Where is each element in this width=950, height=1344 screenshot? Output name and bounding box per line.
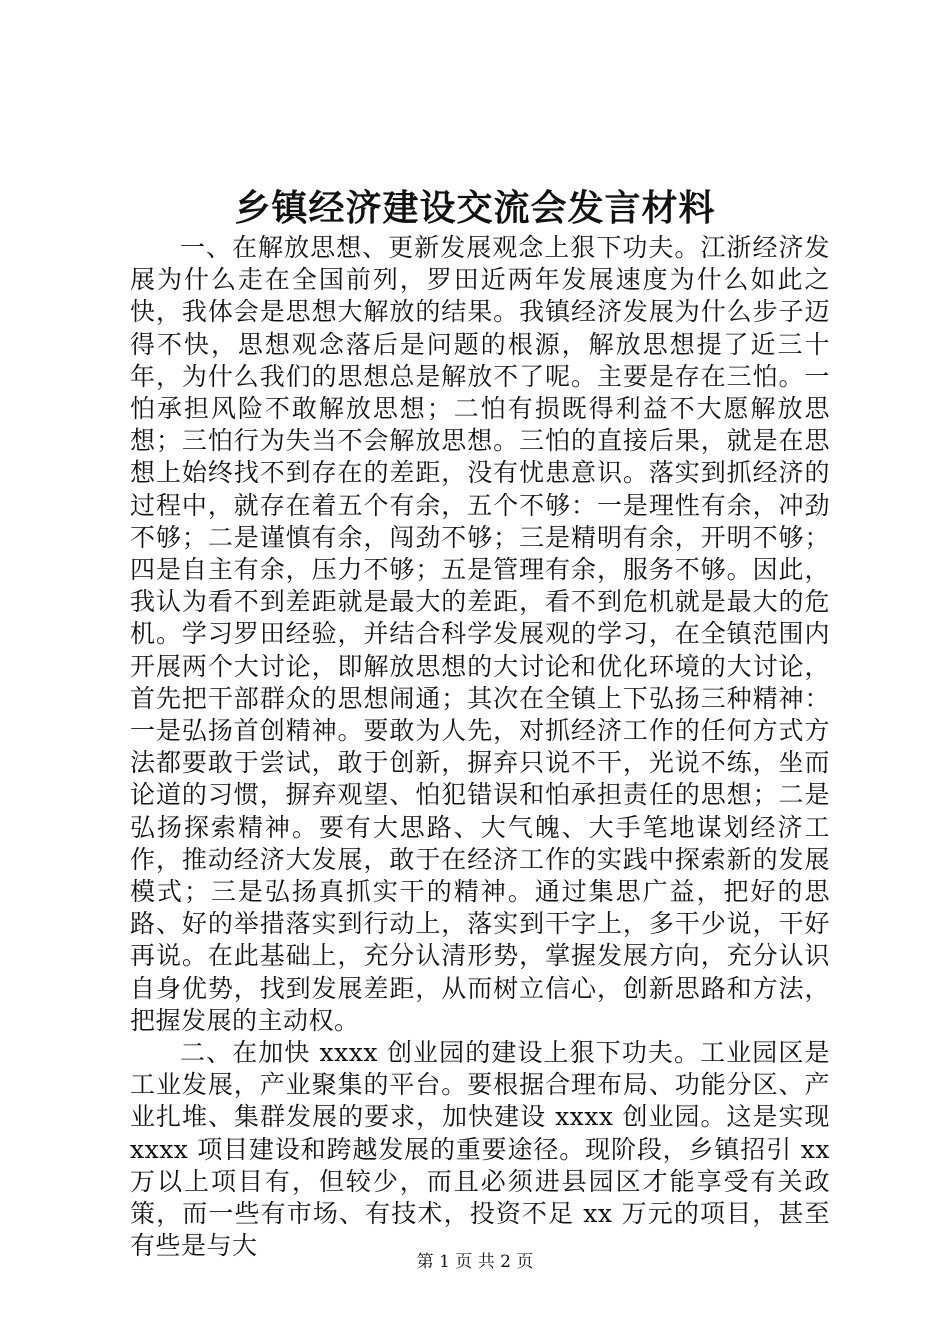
- document-body: [130, 232, 830, 1263]
- paragraph-1: 一、在解放思想、更新发展观念上狠下功夫。江浙经济发展为什么走在全国前列，罗田近两年发展速度为什么如此之快，我体会是思想大解放的结果。我镇经济发展为什么步子迈得不快，思想观念落后是问题的根源，解放思想提了近三十年，为什么我们的思想总是解放不了呢。主要是存在三怕。一怕承担风险不敢解放思想；二怕有损既得利益不大愿解放思想；三怕行为失当不会解放思想。三怕的直接后果，就是在思想上始终找不到存在的差距，没有忧患意识。落实到抓经济的过程中，就存在着五个有余，五个不够：一是理性有余，冲劲不够；二是谨慎有余，闯劲不够；三是精明有余，开明不够；四是自主有余，压力不够；五是管理有余，服务不够。因此，我认为看不到差距就是最大的差距，看不到危机就是最大的危机。学习罗田经验，并结合科学发展观的学习，在全镇范围内开展两个大讨论，即解放思想的大讨论和优化环境的大讨论，首先把干部群众的思想闹通；其次在全镇上下弘扬三种精神：一是弘扬首创精神。要敢为人先，对抓经济工作的任何方式方法都要敢于尝试，敢于创新，摒弃只说不干，光说不练，坐而论道的习惯，摒弃观望、怕犯错误和怕承担责任的思想；二是弘扬探索精神。要有大思路、大气魄、大手笔地谋划经济工作，推动经济大发展，敢于在经济工作的实践中探索新的发展模式；三是弘扬真抓实干的精神。通过集思广益，把好的思路、好的举措落实到行动上，落实到干字上，多干少说，干好再说。在此基础上，充分认清形势，掌握发展方向，充分认识自身优势，找到发展差距，从而树立信心，创新思路和方法，把握发展的主动权。: [130, 233, 830, 1035]
- document-title: 乡镇经济建设交流会发言材料: [234, 187, 716, 229]
- page-footer: 第 1 页 共 2 页: [416, 1252, 534, 1272]
- paragraph-2: 二、在加快 xxxx 创业园的建设上狠下功夫。工业园区是工业发展，产业聚集的平台。要根据合理布局、功能分区、产业扎堆、集群发展的要求，加快建设 xxxx 创业园。这是实现 xxxx 项目建设和跨越发展的重要途径。现阶段，乡镇招引 xx 万以上项目有，但较少，而且必须进县园区才能享受有关政策，而一些有市场、有技术，投资不足 xx 万元的项目，甚至有些是与大: [130, 1038, 830, 1261]
